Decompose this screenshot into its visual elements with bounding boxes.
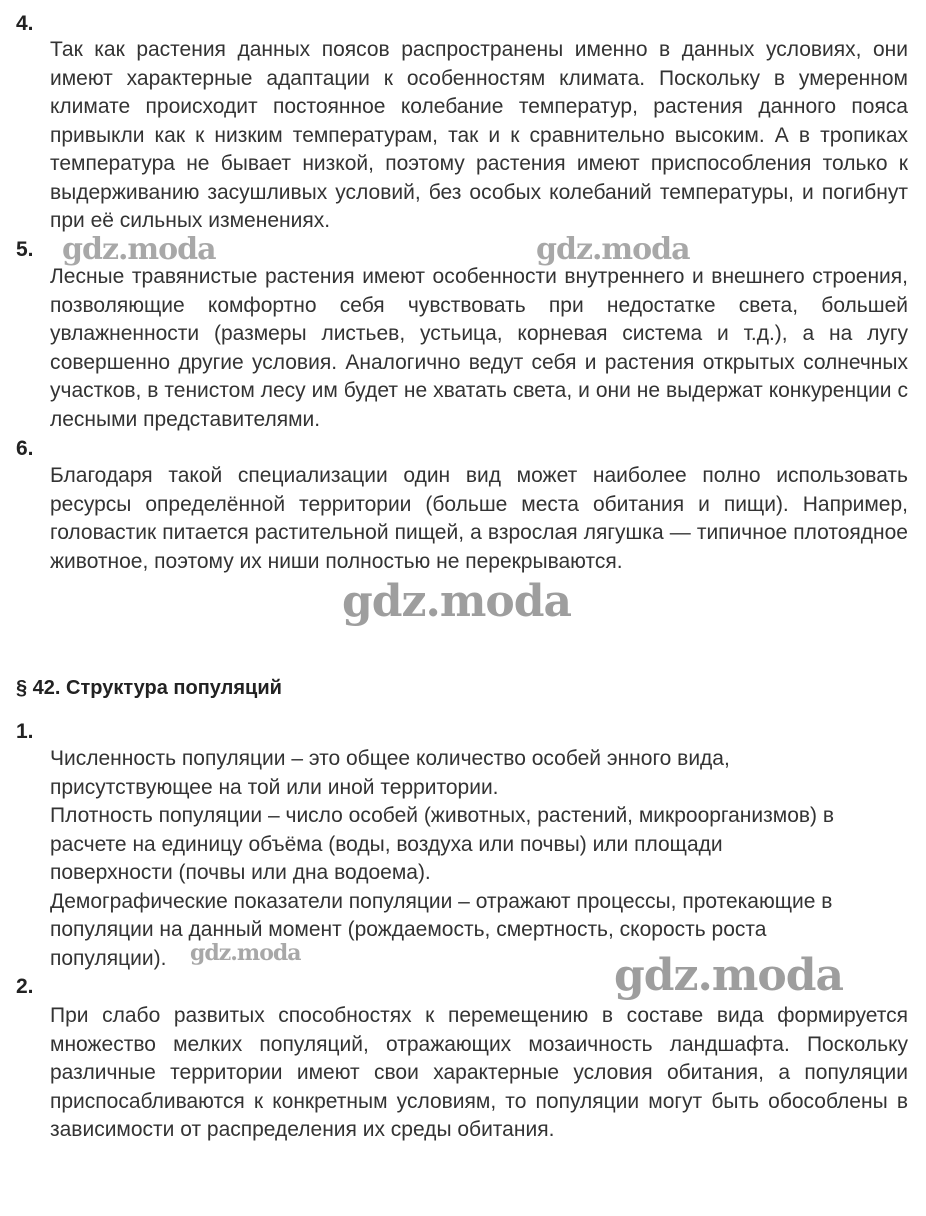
- watermark: gdz.moda: [614, 950, 844, 1001]
- section-1-line: популяции на данный момент (рождаемость, смертность, скорость роста: [50, 918, 767, 941]
- section-item-number-1: 1.: [16, 720, 34, 743]
- item-number-4: 4.: [16, 12, 34, 35]
- section-2-paragraph: При слабо развитых способностях к перемещению в составе вида формируется множество мелких популяций, отражающих мозаичность ландшафта. Поскольку различные территории имеют свои характерные условия обитания, а популяции приспосабливаются к конкретным условиям, то популяции могут быть обособлены в зависимости от распределения их среды обитания.: [50, 1004, 908, 1141]
- item-6-paragraph: Благодаря такой специализации один вид может наиболее полно использовать ресурсы определённой территории (больше места обитания и пищи). Например, головастик питается растительной пищей, а взрослая лягушка — типичное плотоядное животное, поэтому их ниши полностью не перекрываются.: [50, 464, 908, 573]
- watermark: gdz.moda: [342, 576, 572, 627]
- item-5-paragraph: Лесные травянистые растения имеют особенности внутреннего и внешнего строения, позволяющие комфортно себя чувствовать при недостатке света, большей увлажненности (размеры листьев, устьица, корневая система и т.д.), а на лугу совершенно другие условия. Аналогично ведут себя и растения открытых солнечных участков, в тенистом лесу им будет не хватать света, и они не выдержат конкуренции с лесными представителями.: [50, 265, 908, 431]
- item-text-6: [50, 462, 908, 576]
- item-text-5: [50, 263, 908, 434]
- section-title: § 42. Структура популяций: [16, 677, 282, 699]
- item-number-5: 5.: [16, 238, 34, 261]
- watermark: gdz.moda: [62, 232, 216, 267]
- watermark: gdz.moda: [536, 232, 690, 267]
- item-number-6: 6.: [16, 437, 34, 460]
- section-1-line: Плотность популяции – число особей (животных, растений, микроорганизмов) в: [50, 804, 835, 827]
- section-1-line: расчете на единицу объёма (воды, воздуха или почвы) или площади: [50, 832, 723, 856]
- section-1-line: Демографические показатели популяции – отражают процессы, протекающие в: [50, 889, 833, 913]
- item-text-4: [50, 36, 908, 236]
- section-1-line: поверхности (почвы или дна водоема).: [50, 861, 431, 884]
- section-item-number-2: 2.: [16, 975, 34, 998]
- section-1-line: популяции).: [50, 946, 167, 970]
- watermark: gdz.moda: [190, 940, 301, 966]
- section-1-line: присутствующее на той или иной территории.: [50, 775, 499, 799]
- section-1-line: Численность популяции – это общее количество особей энного вида,: [50, 747, 730, 770]
- section-item-text-2: [50, 1002, 908, 1145]
- section-item-text-1: [50, 745, 908, 973]
- item-4-paragraph: Так как растения данных поясов распространены именно в данных условиях, они имеют характерные адаптации к особенностям климата. Поскольку в умеренном климате происходит постоянное колебание температур, растения данного пояса привыкли как к низким температурам, так и к сравнительно высоким. А в тропиках температура не бывает низкой, поэтому растения имеют приспособления только к выдерживанию засушливых условий, без особых колебаний температуры, и погибнут при её сильных изменениях.: [50, 38, 908, 232]
